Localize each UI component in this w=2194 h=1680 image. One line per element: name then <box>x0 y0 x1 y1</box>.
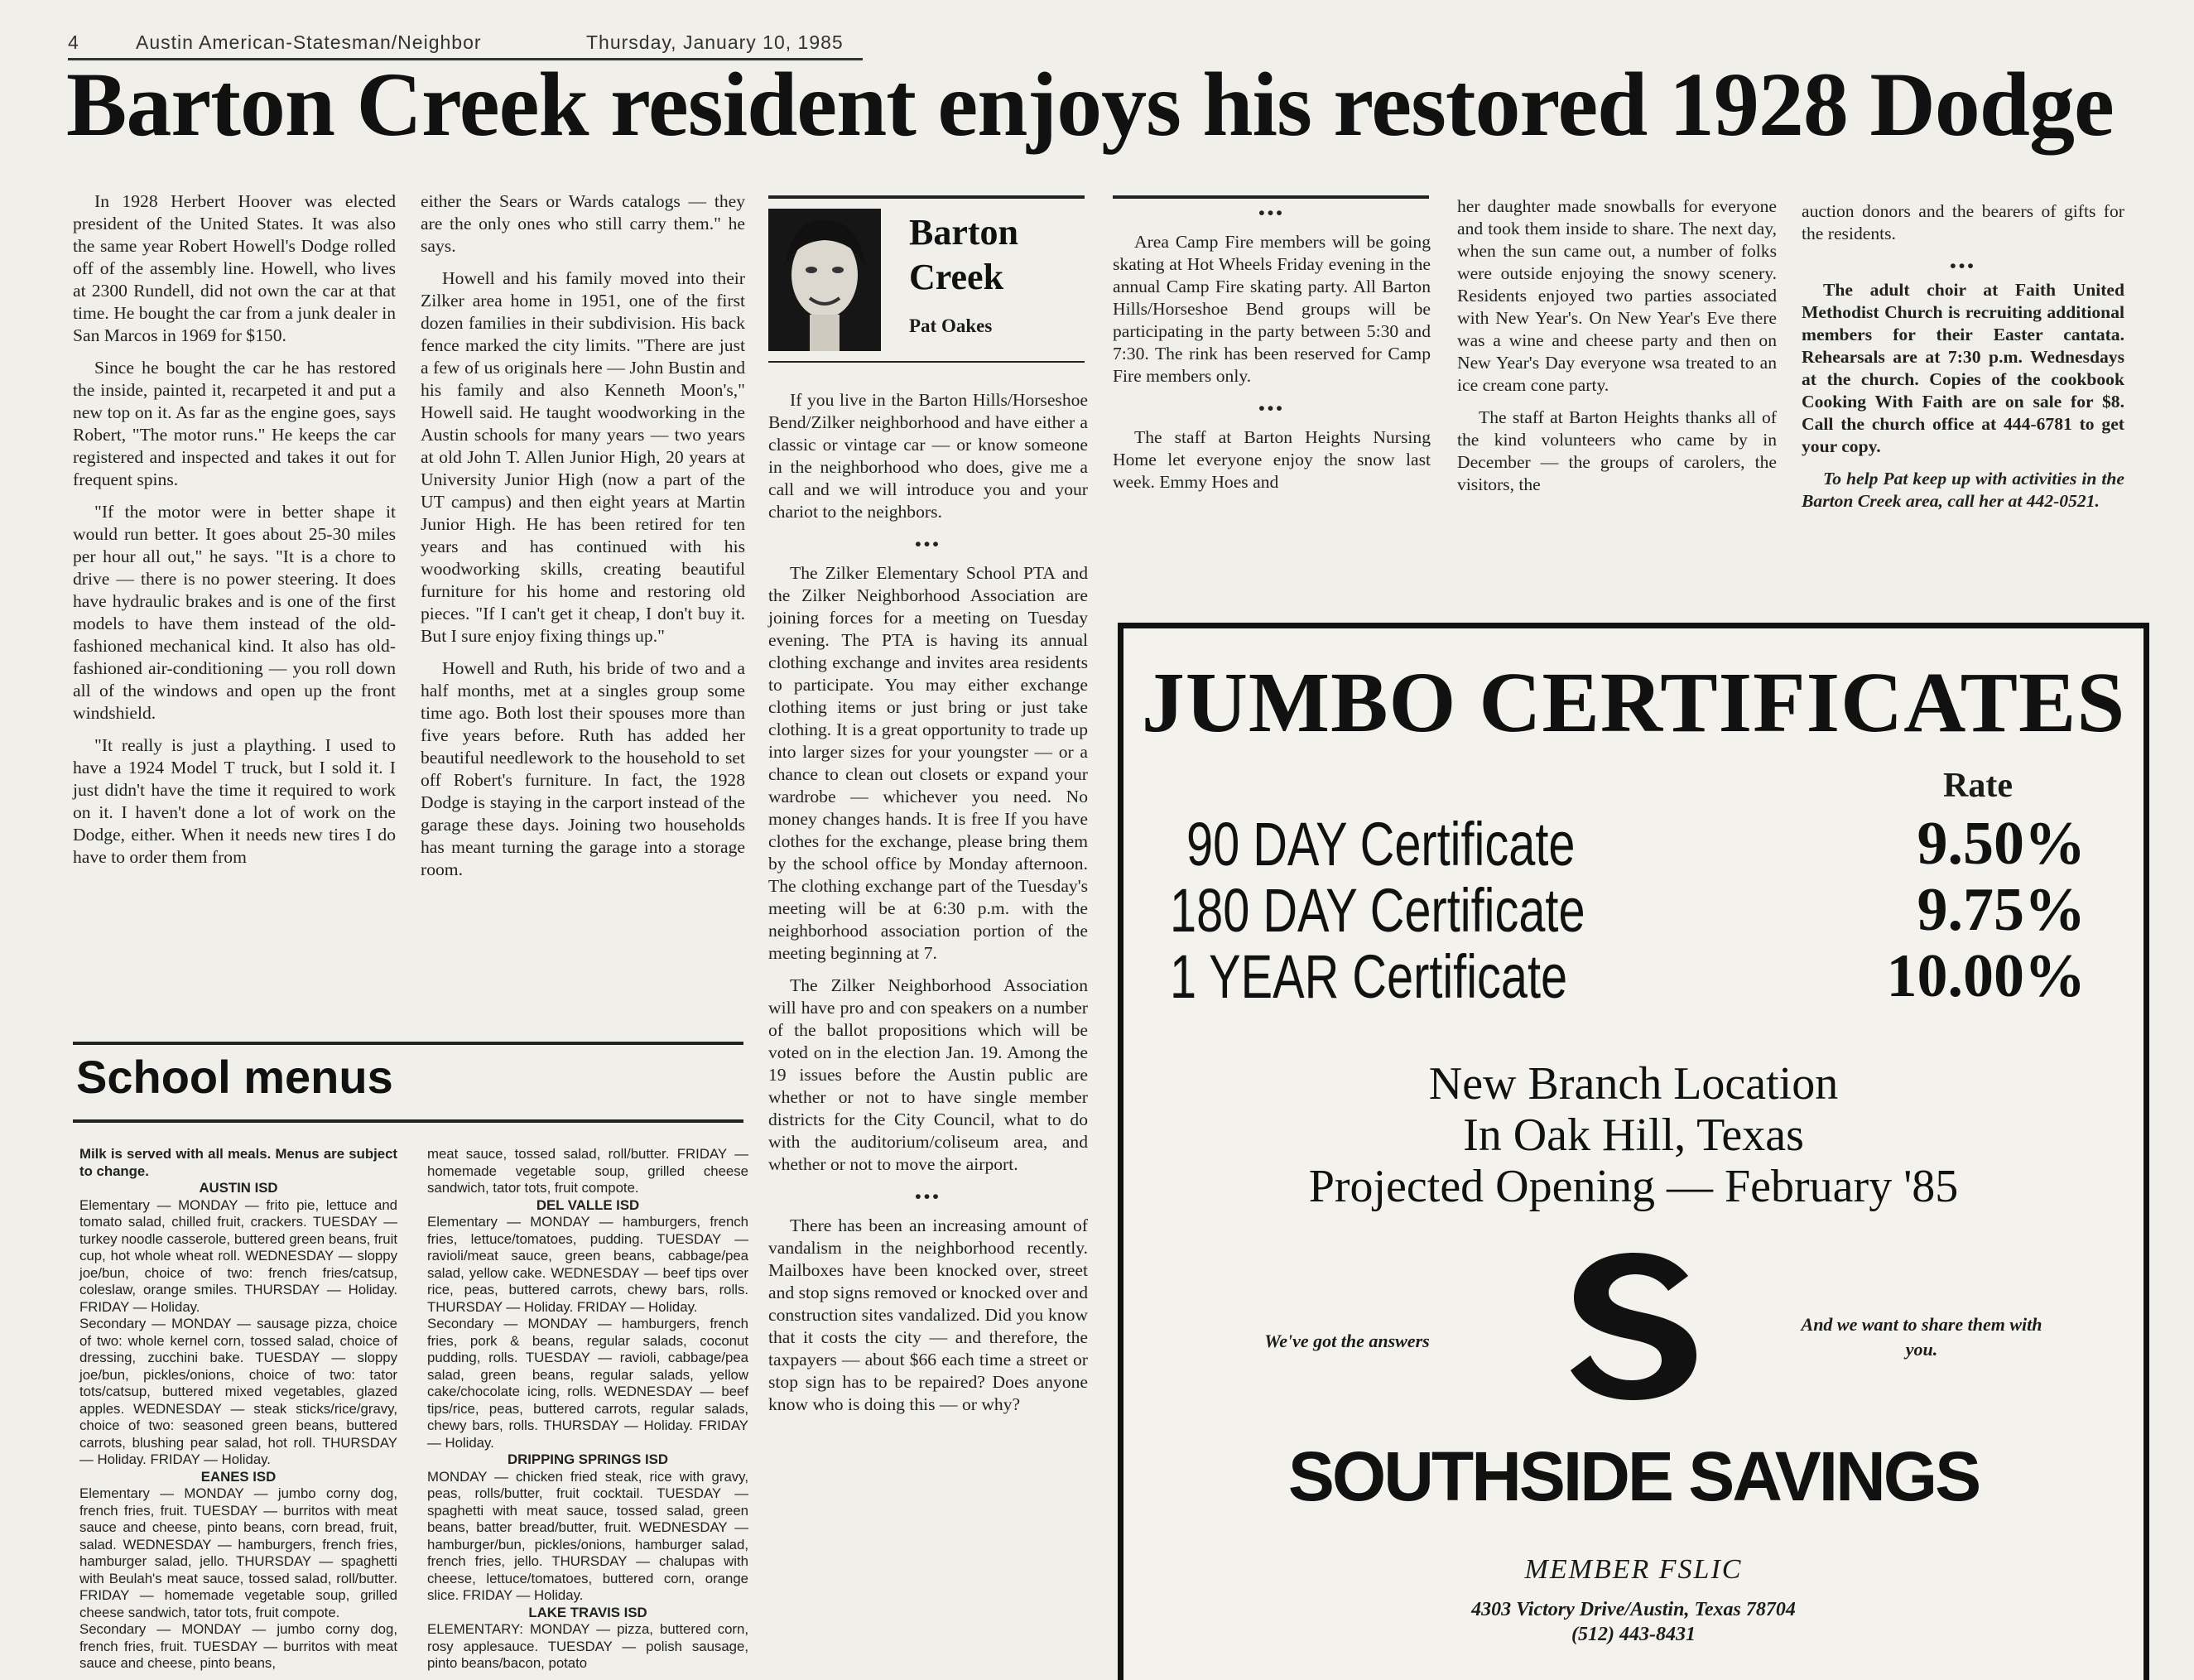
story-paragraph: Since he bought the car he has restored the inside, painted it, recarpeted it and put a new top on it. As far as the engine goes, says Robert, "The motor runs." He keeps the car registered and inspected and takes it out for frequent spins. <box>73 358 396 489</box>
story-paragraph: "If the motor were in better shape it would run better. It goes about 25-30 miles per hour all out," he says. "It is a chore to drive — there is no power steering. It does have hydraulic brakes and is one of the first models to have them instead of the old-fashioned mechanical kind. It also has old-fashioned air-conditioning — you roll down all of the windows and open up the front windshield. <box>73 502 396 723</box>
issue-date: Thursday, January 10, 1985 <box>586 31 844 53</box>
story-paragraph: Howell and Ruth, his bride of two and a half months, met at a singles group some time ago. Both lost their spouses more than five years before. Ruth has added her beautiful needlework to the household to set off Robert's furniture. In fact, the 1928 Dodge is staying in the carport instead of the garage these days. Joining two households has meant turning the garage into a storage room. <box>421 658 745 879</box>
column-paragraph: The Zilker Neighborhood Association will have pro and con speakers on a number of the ballot propositions which will be voted on in the election Jan. 19. Among the 19 issues before the Austin public are whether or not to have single member districts for the City Council, what to do with the auditorium/coliseum area, and whether or not to move the airport. <box>768 975 1088 1174</box>
separator-dots: ••• <box>915 1187 941 1206</box>
menu-entry: Secondary — MONDAY — jumbo corny dog, french fries, fruit. TUESDAY — burritos with meat sauce and cheese, pinto beans, <box>79 1621 397 1671</box>
story-paragraph: In 1928 Herbert Hoover was elected president of the United States. It was also the same year Robert Howell's Dodge rolled off of the assembly line. Howell, who lives at 2300 Rundell, did not own the car at that time. He bought the car from a junk dealer in San Marcos in 1969 for $150. <box>73 191 396 345</box>
menu-entry: Elementary — MONDAY — frito pie, lettuce and tomato salad, chilled fruit, crackers. TUESDAY — turkey noodle casserole, buttered green beans, fruit cup, hot whole wheat roll. WEDNESDAY — sloppy joe/bun, choice of two: french fries/catsup, coleslaw, orange smiles. THURSDAY — Holiday. FRIDAY — Holiday. <box>79 1196 397 1315</box>
menu-entry: Secondary — MONDAY — sausage pizza, choice of two: whole kernel corn, tossed salad, choice of dressing, zucchini bake. TUESDAY — sloppy joe/bun, pickles/onions, choice of two: tator tots/catsup, buttered mixed vegetables, glazed apples. WEDNESDAY — steak sticks/rice/gravy, choice of two: seasoned green beans, buttered carrots, blushing pear salad, hot roll. THURSDAY — Holiday. FRIDAY — Holiday. <box>79 1316 397 1467</box>
district-heading: DEL VALLE ISD <box>536 1196 640 1213</box>
tagline-right: And we want to share them with you. <box>1801 1314 2042 1360</box>
branch-line-3: Projected Opening — February '85 <box>1308 1161 1959 1212</box>
column-name-line1: Barton <box>909 212 1018 253</box>
story-paragraph: either the Sears or Wards catalogs — they are the only ones who still carry them." he says. <box>421 191 745 256</box>
branch-line-1: New Branch Location <box>1428 1058 1839 1110</box>
publication-name: Austin American-Statesman/Neighbor <box>136 31 482 53</box>
columnist-photo <box>768 209 881 351</box>
column-text-3 <box>768 389 1088 1426</box>
menus-left-column <box>79 1146 397 1673</box>
column-paragraph: The staff at Barton Heights Nursing Home let everyone enjoy the snow last week. Emmy Hoes and <box>1113 427 1431 492</box>
menu-entry: Elementary — MONDAY — hamburgers, french fries, lettuce/tomatoes, pudding. TUESDAY — ravioli/meat sauce, green beans, cabbage/pea salad, yellow cake. WEDNESDAY — beef tips over rice, peas, buttered carrots, chewy bars, rolls. THURSDAY — Holiday. FRIDAY — Holiday. <box>427 1214 748 1315</box>
tagline-left: We've got the answers <box>1264 1331 1430 1351</box>
column-name-line2: Creek <box>909 257 1004 297</box>
address-line: 4303 Victory Drive/Austin, Texas 78704 <box>1471 1599 1796 1620</box>
southside-savings-ad <box>1118 623 2149 1680</box>
certificate-rate: 9.75% <box>1917 876 2086 944</box>
column-text-4 <box>1113 202 1431 503</box>
menu-entry: ELEMENTARY: MONDAY — pizza, buttered corn, rosy applesauce. TUESDAY — polish sausage, pinto beans/bacon, potato <box>427 1621 748 1671</box>
column-text-6 <box>1802 200 2124 522</box>
column-name <box>909 210 1018 300</box>
certificate-term: 1 YEAR Certificate <box>1170 942 1568 1011</box>
menus-top-rule <box>73 1042 743 1045</box>
certificate-term: 90 DAY Certificate <box>1186 810 1576 879</box>
column-header <box>768 195 1085 359</box>
separator-dots: ••• <box>915 534 941 554</box>
column-top-rule-2 <box>1113 195 1429 199</box>
separator-dots: ••• <box>1258 398 1285 418</box>
story-paragraph: "It really is just a plaything. I used to have a 1924 Model T truck, but I sold it. I just didn't have the time it required to work on it. I haven't done a lot of work on the Dodge, either. When it needs new tires I do have to order them from <box>73 735 396 867</box>
byline: Pat Oakes <box>909 315 993 336</box>
menus-right-column <box>427 1146 748 1673</box>
phone-line: (512) 443-8431 <box>1571 1624 1696 1645</box>
column-contact: To help Pat keep up with activities in the Barton Creek area, call her at 442-0521. <box>1802 469 2124 511</box>
member-fslic: MEMBER FSLIC <box>1524 1554 1743 1585</box>
menu-entry: meat sauce, tossed salad, roll/butter. FRIDAY — homemade vegetable soup, grilled cheese sandwich, tator tots, fruit compote. <box>427 1146 748 1196</box>
district-heading: EANES ISD <box>200 1468 277 1485</box>
southside-s-logo-icon <box>1564 1246 1705 1403</box>
certificate-rate: 10.00% <box>1886 942 2086 1010</box>
column-paragraph: Area Camp Fire members will be going skating at Hot Wheels Friday evening in the annual Camp Fire skating party. All Barton Hills/Horseshoe Bend groups will be participating in the party between 5:30 and 7:30. The rink has been reserved for Camp Fire members only. <box>1113 232 1431 386</box>
menu-entry: Elementary — MONDAY — jumbo corny dog, french fries, fruit. TUESDAY — burritos with meat sauce and cheese, pinto beans, corn bread, fruit, salad. WEDNESDAY — hamburgers, french fries, hamburger salad, jello. THURSDAY — spaghetti with Beulah's meat sauce, tossed salad, roll/butter. FRIDAY — homemade vegetable soup, grilled cheese sandwich, tator tots, fruit compote. <box>79 1485 397 1620</box>
certificate-term: 180 DAY Certificate <box>1170 876 1585 945</box>
column-paragraph: auction donors and the bearers of gifts for the residents. <box>1802 201 2124 243</box>
separator-dots: ••• <box>1950 256 1976 276</box>
rate-header: Rate <box>1943 767 2013 805</box>
column-paragraph: There has been an increasing amount of vandalism in the neighborhood recently. Mailboxes have been knocked over, street and stop signs removed or knocked over and construction sites vandalized. Did you know that it costs the city — and therefore, the taxpayers — about $66 each time a street or stop sign has to be repaired? Does anyone know who is doing this — or why? <box>768 1215 1088 1414</box>
column-paragraph: If you live in the Barton Hills/Horseshoe Bend/Zilker neighborhood and have either a classic or vintage car — or know someone in the neighborhood who does, give me a call and we will introduce you and your chariot to the neighbors. <box>768 390 1088 522</box>
brand-name: SOUTHSIDE SAVINGS <box>1287 1437 1980 1515</box>
ad-address <box>1123 1597 2143 1647</box>
headline: Barton Creek resident enjoys his restored 1928 Dodge <box>66 54 2114 155</box>
district-heading: AUSTIN ISD <box>199 1180 278 1196</box>
column-paragraph: her daughter made snowballs for everyone and took them inside to share. The next day, when the sun came out, a number of folks were outside enjoying the snowy scenery. Residents enjoyed two parties associated with New Year's. On New Year's Eve there was a wine and cheese party and then on New Year's Day everyone wsa treated to an ice cream cone party. <box>1457 196 1777 395</box>
column-paragraph: The staff at Barton Heights thanks all of the kind volunteers who came by in December — the groups of carolers, the visitors, the <box>1457 407 1777 494</box>
column-paragraph: The Zilker Elementary School PTA and the Zilker Neighborhood Association are joining forces for a meeting on Tuesday evening. The PTA is having its annual clothing exchange and invites area residents to participate. You may either exchange clothing items or just bring or just take clothing. It is a great opportunity to trade up into larger sizes for your youngster — or a chance to clean out closets or expand your wardrobe — whichever you need. No money changes hands. It is free If you have clothes for the exchange, please bring them by the school office by Monday afternoon. The clothing exchange part of the Tuesday's meeting will be at 6:30 p.m. with the neighborhood association portion of the meeting beginning at 7. <box>768 563 1088 963</box>
menus-intro: Milk is served with all meals. Menus are subject to change. <box>79 1146 397 1179</box>
menu-entry: MONDAY — chicken fried steak, rice with gravy, peas, rolls/butter, fruit cocktail. TUESDAY — spaghetti with meat sauce, tossed salad, green beans, batter bread/butter, fruit. WEDNESDAY — hamburger/bun, pickles/onions, hamburger salad, french fries, jello. THURSDAY — chalupas with cheese, lettuce/tomatoes, buttered corn, orange slice. FRIDAY — Holiday. <box>427 1468 748 1603</box>
school-menus-title: School menus <box>76 1051 393 1103</box>
district-heading: DRIPPING SPRINGS ISD <box>508 1451 668 1467</box>
district-heading: LAKE TRAVIS ISD <box>528 1604 647 1620</box>
branch-line-2: In Oak Hill, Texas <box>1463 1110 1804 1161</box>
column-paragraph: The adult choir at Faith United Methodist Church is recruiting additional members for their Easter cantata. Rehearsals are at 7:30 p.m. Wednesdays at the church. Copies of the cookbook Cooking With Faith are on sale for $8. Call the church office at 444-6781 to get your copy. <box>1802 280 2124 456</box>
column-text-5 <box>1457 195 1777 506</box>
menu-entry: Secondary — MONDAY — hamburgers, french fries, pork & beans, regular salads, coconut pudding, rolls. TUESDAY — ravioli, cabbage/pea salad, green beans, regular salads, yellow cake/chocolate icing, rolls. WEDNESDAY — beef tips/rice, peas, buttered carrots, regular salads, chewy bars, rolls. THURSDAY — Holiday. FRIDAY — Holiday. <box>427 1316 748 1451</box>
menus-bottom-rule <box>73 1119 743 1123</box>
column-bottom-rule <box>768 361 1085 363</box>
story-paragraph: Howell and his family moved into their Zilker area home in 1951, one of the first dozen families in their subdivision. His back fence marked the city limits. "There are just a few of us originals here — John Bustin and his family and also Kenneth Moon's," Howell said. He taught woodworking in the Austin schools for many years — two years at old John T. Allen Junior High, 20 years at University Junior High (now a part of the UT campus) and then eight years at Martin Junior High. He has been retired for ten years and has continued with his woodworking skills, creating beautiful furniture for his home and restoring old pieces. "If I can't get it cheap, I don't buy it. But I sure enjoy fixing things up." <box>421 268 745 646</box>
columnist-portrait-image <box>768 209 881 351</box>
story-column-1 <box>73 190 396 879</box>
page-number: 4 <box>68 31 79 53</box>
certificate-rate: 9.50% <box>1917 810 2086 878</box>
story-column-2 <box>421 190 745 891</box>
separator-dots: ••• <box>1258 203 1285 223</box>
ad-title: JUMBO CERTIFICATES <box>1141 655 2126 750</box>
